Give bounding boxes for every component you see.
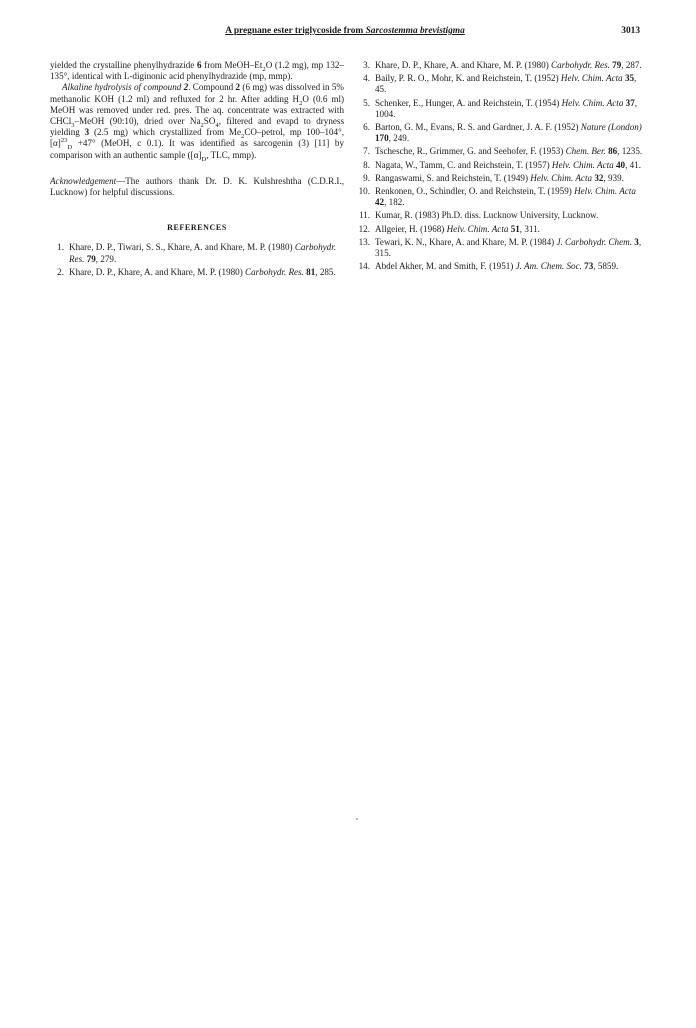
reference-item bbox=[356, 210, 648, 221]
text-run: , 311. bbox=[519, 223, 540, 234]
reference-item bbox=[50, 242, 344, 264]
text-run: 40 bbox=[616, 159, 626, 170]
text-run: , TLC, mmp). bbox=[206, 149, 257, 160]
subscript-text: D bbox=[201, 155, 207, 163]
text-run: Carbohydr. Res. bbox=[551, 60, 610, 70]
reference-number: 3. bbox=[363, 60, 370, 70]
running-head-title-prefix: A pregnane ester triglycoside from bbox=[225, 26, 366, 36]
text-run: J. Am. Chem. Soc. bbox=[515, 261, 582, 272]
experimental-paragraph bbox=[50, 60, 344, 82]
text-run: (2.5 mg) which crystallized from Me bbox=[89, 127, 242, 138]
text-run: Khare, D. P., Khare, A. and Khare, M. P. (1980) bbox=[69, 266, 246, 277]
text-run: 170 bbox=[375, 133, 389, 144]
text-run: 42 bbox=[375, 197, 385, 208]
reference-number: 10. bbox=[358, 186, 370, 197]
text-run: 2 bbox=[235, 82, 241, 93]
text-run: Tschesche, R., Grimmer, G. and Seehofer, F. (1953) bbox=[375, 146, 566, 157]
reference-item bbox=[356, 60, 648, 71]
superscript-text: 23 bbox=[60, 137, 68, 145]
running-head-genus: Sarcostemma brevistigma bbox=[365, 26, 465, 36]
subscript-text: D bbox=[67, 144, 73, 152]
text-run: 81 bbox=[306, 266, 316, 277]
text-run: Helv. Chim. Acta bbox=[560, 73, 623, 84]
reference-number: 14. bbox=[358, 261, 370, 272]
text-run: Helv. Chim. Acta bbox=[574, 186, 636, 197]
reference-number: 6. bbox=[363, 122, 370, 133]
text-run: Carbohydr. Res. bbox=[69, 242, 337, 264]
text-run: , 285. bbox=[315, 266, 336, 277]
text-run: Allgeier, H. (1968) bbox=[375, 223, 447, 234]
reference-item bbox=[356, 160, 648, 171]
text-run: O (1.2 mg), mp 132–135°, identical with L-diginonic acid phenylhydrazide (mp, mmp). bbox=[50, 60, 344, 82]
text-run: , 1235. bbox=[617, 146, 643, 157]
reference-item bbox=[356, 146, 648, 157]
text-run: Baily, P. R. O., Mohr, K. and Reichstein, T. (1952) bbox=[375, 73, 561, 84]
text-run: 73 bbox=[584, 261, 594, 272]
text-run: –MeOH (90:10), dried over Na bbox=[74, 116, 201, 127]
text-run: 79 bbox=[86, 253, 96, 264]
reference-number: 2. bbox=[57, 266, 64, 277]
text-run: Helv. Chim. Acta bbox=[561, 97, 624, 108]
text-run: from MeOH–Et bbox=[201, 60, 263, 70]
text-run: , 41. bbox=[625, 159, 642, 170]
text-run: Nagata, W., Tamm, C. and Reichstein, T. (1957) bbox=[375, 159, 552, 170]
subscript-text: 2 bbox=[200, 121, 204, 129]
text-run: Kumar, R. (1983) Ph.D. diss. Lucknow University, Lucknow. bbox=[375, 210, 599, 221]
reference-item bbox=[356, 122, 648, 144]
text-run: , 5859. bbox=[593, 261, 619, 272]
reference-item bbox=[356, 224, 648, 235]
acknowledgement-paragraph bbox=[50, 176, 344, 198]
text-run: 86 bbox=[608, 146, 618, 157]
text-run: Nature (London) bbox=[580, 122, 642, 133]
text-run: CO–petrol, mp 100–104°, [α] bbox=[50, 127, 344, 149]
text-run: Helv. Chim. Acta bbox=[551, 159, 614, 170]
reference-number: 8. bbox=[363, 159, 370, 170]
reference-item bbox=[356, 261, 648, 272]
text-run: 6 bbox=[196, 60, 202, 70]
text-run: Khare, D. P., Tiwari, S. S., Khare, A. and Khare, M. P. (1980) bbox=[69, 242, 295, 253]
reference-item bbox=[356, 237, 648, 259]
text-run: , 249. bbox=[388, 133, 410, 144]
reference-item bbox=[50, 267, 344, 278]
text-run: +47° (MeOH, c 0.1). It was identified as sarcogenin (3) [11] by comparison with an authentic sample ([α] bbox=[50, 138, 344, 160]
print-speck bbox=[356, 818, 358, 820]
text-run: 2 bbox=[183, 82, 189, 93]
text-run: , 287. bbox=[621, 60, 642, 70]
left-column bbox=[50, 60, 344, 280]
right-column bbox=[356, 60, 648, 274]
reference-item bbox=[356, 73, 648, 95]
running-head-title bbox=[50, 26, 640, 36]
text-run: Khare, D. P., Khare, A. and Khare, M. P. (1980) bbox=[375, 60, 552, 70]
text-run: Rangaswami, S. and Reichstein, T. (1949) bbox=[375, 172, 531, 183]
text-run: 3 bbox=[84, 127, 90, 138]
text-run: 37 bbox=[625, 97, 635, 108]
text-run: 3 bbox=[634, 236, 639, 247]
text-run: —The authors thank Dr. D. K. Kulshreshtha (C.D.R.I., Lucknow) for helpful discussions. bbox=[50, 175, 344, 198]
text-run: yielded the crystalline phenylhydrazide bbox=[50, 60, 197, 70]
text-run: 51 bbox=[510, 223, 520, 234]
running-head bbox=[50, 26, 640, 40]
text-run: . Compound bbox=[188, 82, 236, 93]
references-heading: REFERENCES bbox=[167, 223, 227, 233]
text-run: Renkonen, O., Schindler, O. and Reichstein, T. (1959) bbox=[375, 186, 575, 197]
text-run: , 182. bbox=[384, 197, 405, 208]
text-run: Barton, G. M., Evans, R. S. and Gardner, J. A. F. (1952) bbox=[375, 122, 581, 133]
text-run: SO bbox=[203, 116, 216, 127]
reference-number: 13. bbox=[358, 236, 370, 247]
reference-item bbox=[356, 98, 648, 120]
reference-list-left bbox=[50, 242, 344, 278]
reference-item bbox=[356, 186, 648, 208]
text-run: , 939. bbox=[603, 172, 624, 183]
text-run: Helv. Chim. Acta bbox=[530, 172, 593, 183]
text-run: , 45. bbox=[375, 73, 637, 95]
text-run: Chem. Ber. bbox=[565, 146, 606, 157]
subscript-text: 3 bbox=[71, 121, 75, 129]
reference-list-right bbox=[356, 60, 648, 272]
subscript-text: 2 bbox=[262, 65, 266, 73]
text-run: 79 bbox=[612, 60, 622, 70]
text-run: , filtered and evapd to dryness yielding bbox=[50, 116, 344, 138]
text-run: Helv. Chim. Acta bbox=[446, 223, 509, 234]
text-run: Alkaline hydrolysis of compound bbox=[62, 82, 184, 93]
text-run: 35 bbox=[624, 73, 635, 84]
text-run: , 279. bbox=[95, 253, 117, 264]
reference-number: 1. bbox=[57, 242, 64, 253]
reference-number: 5. bbox=[363, 97, 370, 108]
text-run: J. Carbohydr. Chem. bbox=[556, 236, 632, 247]
text-run: , 315. bbox=[375, 236, 642, 259]
subscript-text: 2 bbox=[241, 133, 245, 141]
alkaline-hydrolysis-paragraph bbox=[50, 82, 345, 163]
reference-number: 12. bbox=[358, 223, 370, 234]
subscript-text: 4 bbox=[215, 121, 219, 129]
reference-number: 7. bbox=[363, 146, 370, 157]
subscript-text: 2 bbox=[299, 99, 303, 107]
text-run: (6 mg) was dissolved in 5% methanolic KOH (1.2 ml) and refluxed for 2 hr. After adding H bbox=[50, 82, 344, 104]
reference-item bbox=[356, 173, 648, 184]
text-run: Carbohydr. Res. bbox=[245, 266, 304, 277]
reference-number: 11. bbox=[358, 210, 370, 221]
text-run: Abdel Akher, M. and Smith, F. (1951) bbox=[375, 261, 516, 272]
page-number: 3013 bbox=[621, 26, 640, 36]
text-run: 32 bbox=[594, 172, 604, 183]
text-run: Schenker, E., Hunger, A. and Reichstein, T. (1954) bbox=[375, 97, 562, 108]
reference-number: 4. bbox=[363, 73, 370, 84]
text-run: O (0.6 ml) MeOH was removed under red. pres. The aq. concentrate was extracted with CHCl bbox=[50, 93, 345, 127]
text-run: , 1004. bbox=[375, 97, 638, 119]
text-run: Acknowledgement bbox=[50, 175, 117, 186]
reference-number: 9. bbox=[363, 172, 370, 183]
text-run: Tewari, K. N., Khare, A. and Khare, M. P. (1984) bbox=[375, 236, 557, 247]
